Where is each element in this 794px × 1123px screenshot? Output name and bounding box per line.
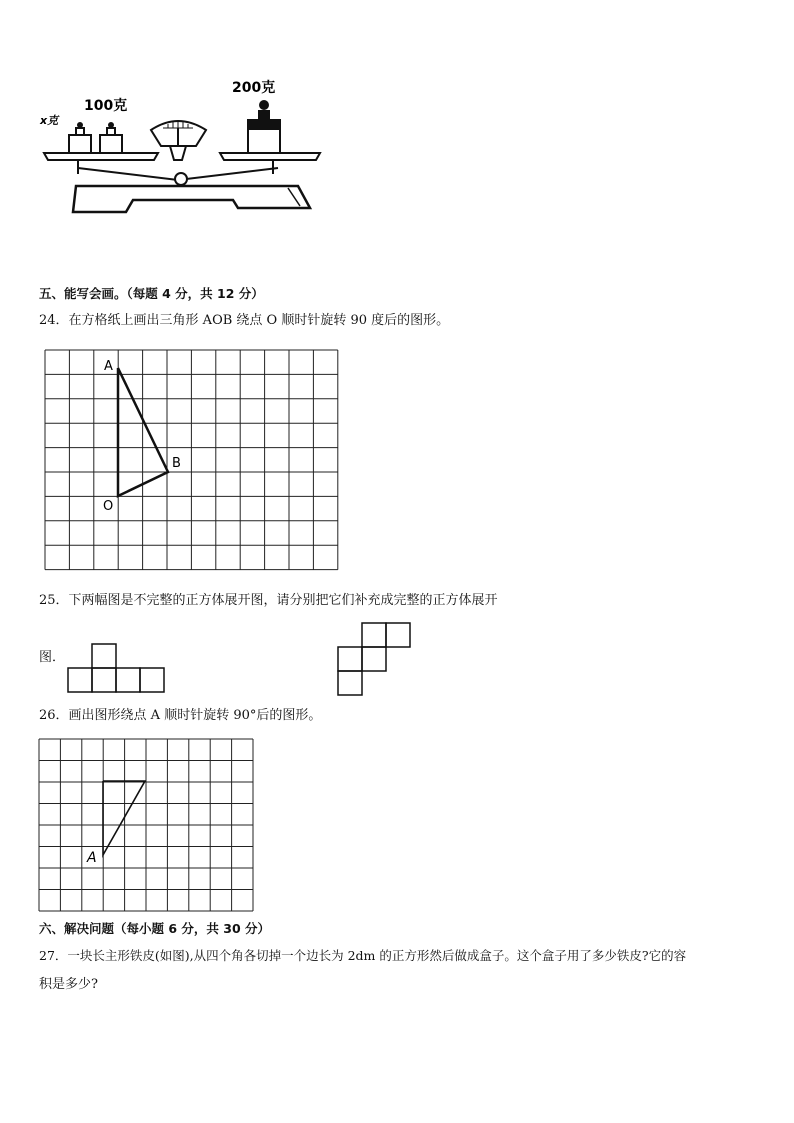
point-a-label: A [104,359,113,374]
weight-x [69,122,91,153]
section-5-heading: 五、能写会画。（每题 4 分，共 12 分） [39,286,264,301]
point-b-label: B [172,456,181,471]
cube-net-left [66,642,168,694]
balance-pivot [175,173,187,185]
cube-net-right [336,621,412,697]
right-pan [220,153,320,160]
q26-grid [39,739,253,911]
balance-scale-illustration [38,78,328,220]
label-200-grams: 200克 [232,80,276,96]
section-6-heading: 六、解决问题（每小题 6 分，共 30 分） [39,921,271,936]
left-pan [44,153,158,160]
question-25-text-line2: 图． [39,650,66,665]
weight-200 [248,100,280,153]
question-25-text-line1: 25．下两幅图是不完整的正方体展开图，请分别把它们补充成完整的正方体展开 [39,593,498,608]
question-24-text: 24．在方格纸上画出三角形 AOB 绕点 O 顺时针旋转 90 度后的图形。 [39,313,450,328]
question-26-text: 26．画出图形绕点 A 顺时针旋转 90°后的图形。 [39,708,322,723]
question-27-text-line1: 27．一块长主形铁皮(如图),从四个角各切掉一个边长为 2dm 的正方形然后做成盒子。这个盒子用了多少铁皮?它的容 [39,948,687,963]
point-o-label: O [103,499,114,514]
weight-100 [100,122,122,153]
balance-base [73,186,310,212]
point-a-label-q26: A [87,850,97,866]
q24-grid [45,350,338,570]
q24-grid-figure [40,348,344,574]
q26-grid-figure [37,737,257,913]
q26-shape [103,781,145,855]
label-100-grams: 100克 [84,98,128,114]
balance-dial [151,120,206,160]
label-x-grams: x克 [40,114,59,127]
question-27-text-line2: 积是多少? [39,977,98,992]
